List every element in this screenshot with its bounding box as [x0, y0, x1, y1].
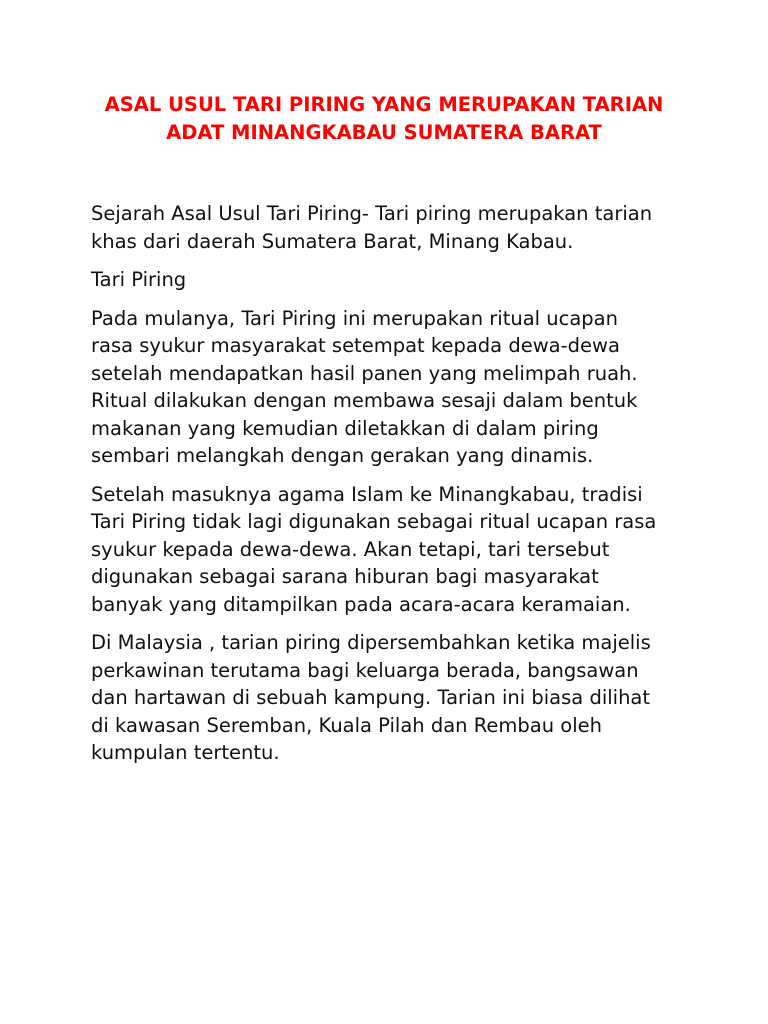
document-title-line-1: ASAL USUL TARI PIRING YANG MERUPAKAN TARIAN [104, 93, 664, 116]
paragraph-line: di kawasan Seremban, Kuala Pilah dan Rembau oleh [91, 713, 602, 737]
paragraph-line: rasa syukur masyarakat setempat kepada dewa-dewa [91, 334, 620, 357]
paragraph-line: Pada mulanya, Tari Piring ini merupakan ritual ucapan [91, 306, 618, 330]
paragraph-line: digunakan sebagai sarana hiburan bagi masyarakat [91, 565, 599, 588]
paragraph-islam [91, 481, 691, 619]
paragraph-line: Sejarah Asal Usul Tari Piring- Tari piring merupakan tarian [91, 202, 653, 225]
paragraph-malaysia [91, 629, 691, 767]
paragraph-origin [91, 305, 691, 470]
document-body [91, 200, 691, 778]
paragraph-intro [91, 200, 691, 255]
paragraph-line: sembari melangkah dengan gerakan yang dinamis. [91, 444, 594, 467]
subheading-text: Tari Piring [91, 268, 187, 291]
paragraph-subheading [91, 266, 691, 294]
paragraph-line: syukur kepada dewa-dewa. Akan tetapi, tari tersebut [91, 537, 610, 561]
paragraph-line: banyak yang ditampilkan pada acara-acara keramaian. [91, 592, 631, 616]
paragraph-line: makanan yang kemudian diletakkan di dalam piring [91, 416, 599, 440]
paragraph-line: perkawinan terutama bagi keluarga berada, bangsawan [91, 658, 639, 682]
paragraph-line: dan hartawan di sebuah kampung. Tarian ini biasa dilihat [91, 686, 651, 709]
document-title-line-2: ADAT MINANGKABAU SUMATERA BARAT [166, 121, 602, 144]
paragraph-line: khas dari daerah Sumatera Barat, Minang Kabau. [91, 229, 574, 253]
paragraph-line: Tari Piring tidak lagi digunakan sebagai ritual ucapan rasa [91, 510, 657, 533]
paragraph-line: kumpulan tertentu. [91, 741, 280, 764]
paragraph-line: Di Malaysia , tarian piring dipersembahkan ketika majelis [91, 631, 651, 654]
paragraph-line: Ritual dilakukan dengan membawa sesaji dalam bentuk [91, 389, 638, 412]
paragraph-line: Setelah masuknya agama Islam ke Minangkabau, tradisi [91, 482, 643, 506]
paragraph-line: setelah mendapatkan hasil panen yang melimpah ruah. [91, 361, 638, 385]
